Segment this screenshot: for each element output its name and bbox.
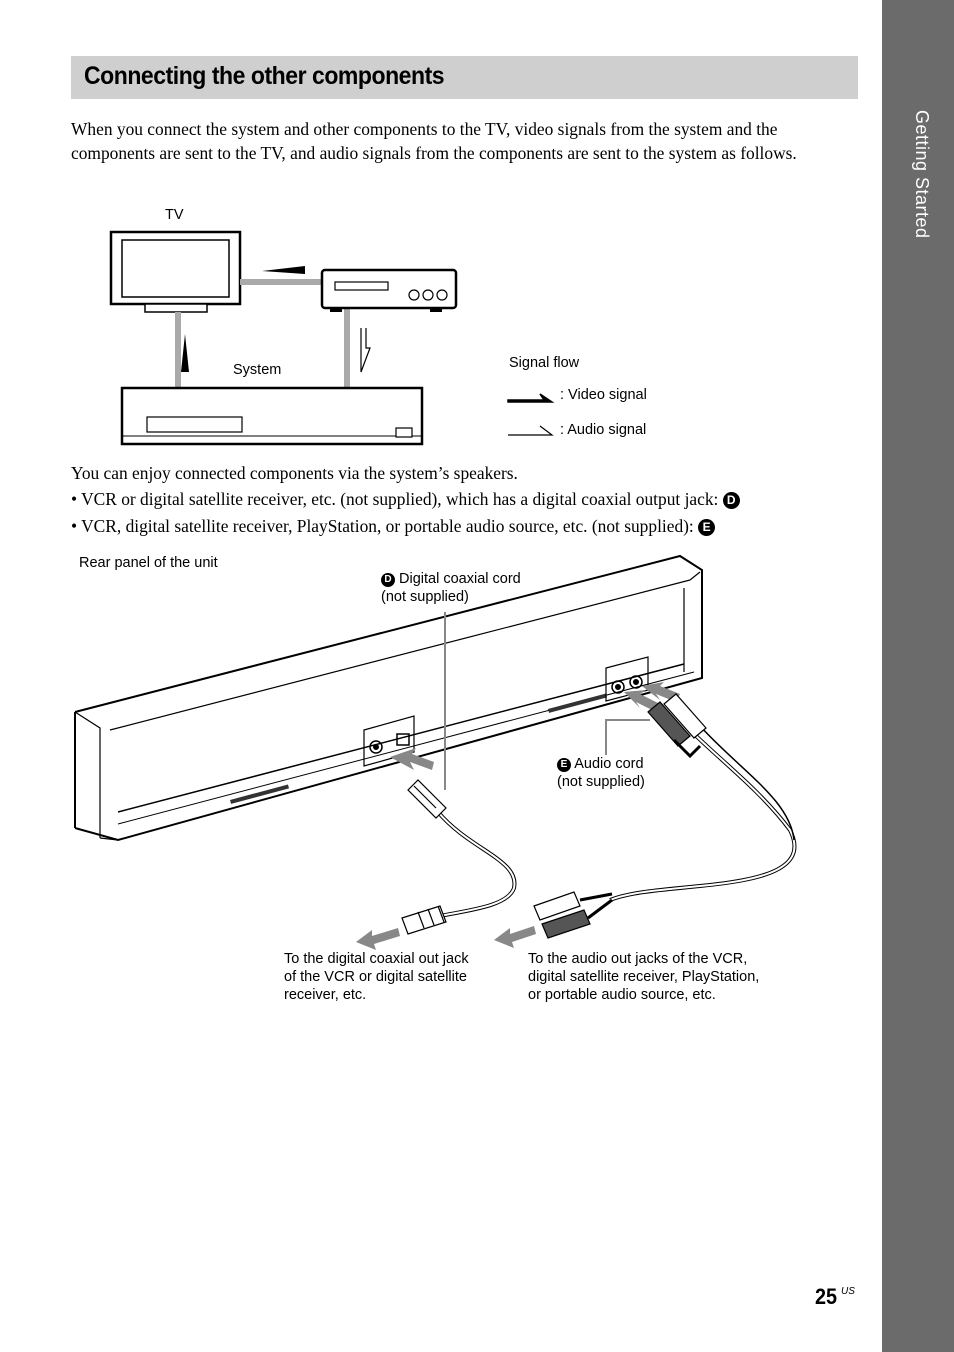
coax-destination-caption	[284, 950, 469, 1004]
video-arrow-icon	[262, 266, 305, 274]
page-number: 25	[815, 1284, 838, 1309]
bullet-coaxial-text: • VCR or digital satellite receiver, etc. (not supplied), which has a digital coaxial output jack:	[71, 489, 719, 509]
badge-d-small: D	[381, 573, 395, 587]
coax-dest-line1: To the digital coaxial out jack	[284, 951, 469, 967]
side-tab-label: Getting Started	[912, 110, 932, 239]
coax-dest-line2: of the VCR or digital satellite	[284, 969, 467, 985]
coax-plug-bottom	[402, 906, 446, 934]
audio-cord-label	[557, 755, 645, 791]
legend-title: Signal flow	[509, 355, 580, 371]
audio-plugs-bottom	[534, 892, 612, 938]
rear-panel-diagram	[0, 545, 880, 955]
signal-flow-diagram	[0, 190, 880, 460]
tv-illustration	[111, 232, 240, 312]
page-suffix: US	[841, 1286, 855, 1297]
tv-label: TV	[165, 207, 184, 223]
coax-dest-line3: receiver, etc.	[284, 987, 367, 1003]
legend-audio-arrow-icon	[508, 426, 552, 435]
audio-dest-line3: or portable audio source, etc.	[528, 987, 716, 1003]
audio-cord-line2: (not supplied)	[557, 774, 645, 790]
coax-cord-line1: Digital coaxial cord	[399, 571, 521, 587]
bullet-audio	[71, 514, 715, 538]
section-title: Connecting the other components	[84, 62, 445, 90]
coax-plug-top	[408, 780, 446, 818]
legend-video-label: : Video signal	[560, 387, 647, 403]
intro-paragraph: When you connect the system and other components to the TV, video signals from the system and the components are sent to the TV, and audio signals from the components are sent to the system as follows.	[71, 119, 797, 163]
video-arrow-up-icon	[181, 334, 189, 372]
system-label: System	[233, 362, 282, 378]
audio-dest-line2: digital satellite receiver, PlayStation,	[528, 969, 760, 985]
rear-panel-label: Rear panel of the unit	[79, 555, 218, 571]
bullet-coaxial	[71, 487, 740, 511]
coax-cord-label	[381, 570, 521, 606]
badge-e-small: E	[557, 758, 571, 772]
audio-cord-line1: Audio cord	[574, 756, 644, 772]
audio-dest-line1: To the audio out jacks of the VCR,	[528, 951, 748, 967]
insert-arrow-coax-icon	[390, 748, 434, 770]
audio-destination-caption	[528, 950, 759, 1004]
audio-arrow-down-icon	[361, 328, 370, 372]
badge-d: D	[723, 492, 740, 509]
out-arrow-coax-icon	[356, 928, 400, 950]
badge-e: E	[698, 519, 715, 536]
legend-video-arrow-icon	[508, 394, 552, 402]
out-arrow-audio-icon	[494, 926, 536, 948]
coax-cord-line2: (not supplied)	[381, 589, 469, 605]
system-illustration	[122, 388, 422, 444]
legend-audio-label: : Audio signal	[560, 422, 647, 438]
component-illustration	[322, 270, 456, 312]
bullet-audio-text: • VCR, digital satellite receiver, PlayStation, or portable audio source, etc. (not supplied):	[71, 516, 694, 536]
body-lead: You can enjoy connected components via the system’s speakers.	[71, 463, 518, 483]
